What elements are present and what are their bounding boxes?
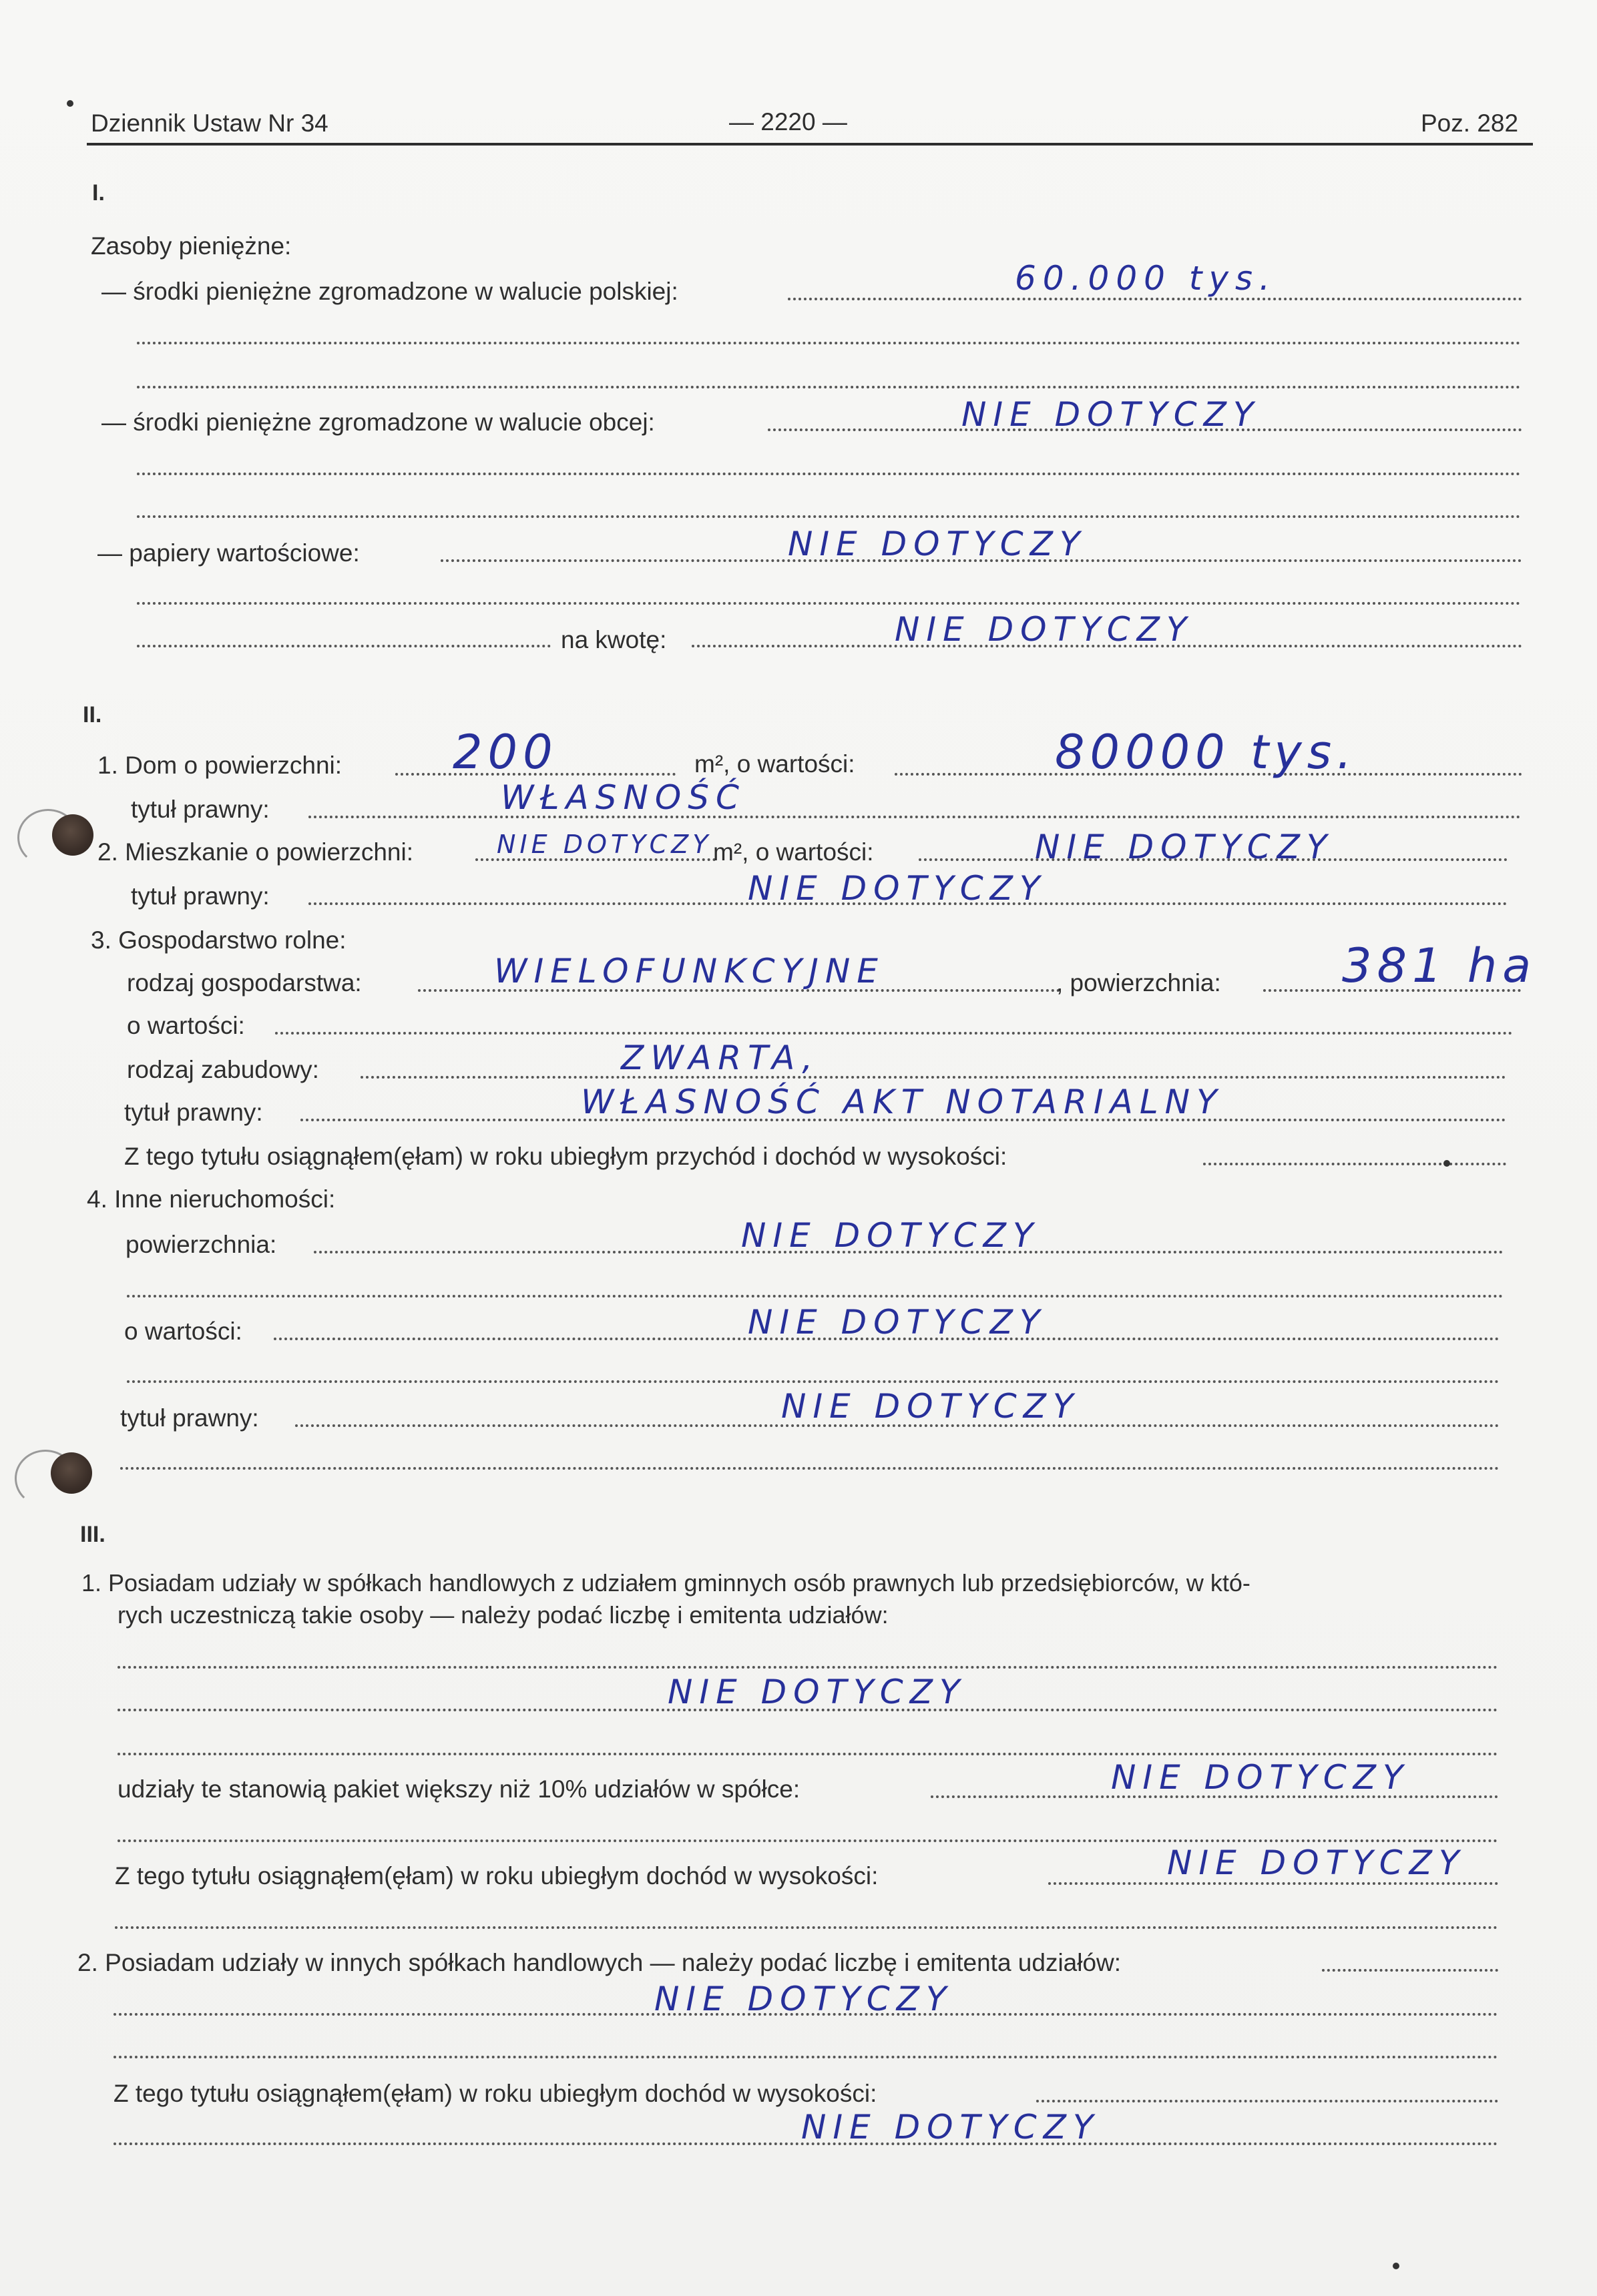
blank-line (120, 1467, 1500, 1470)
flat-title-label: tytuł prawny: (131, 882, 270, 910)
farm-area-label: , powierzchnia: (1056, 969, 1221, 996)
pln-funds-value: 60.000 tys. (1015, 259, 1277, 298)
farm-area-value: 381 ha (1342, 938, 1537, 993)
farm-value-label: o wartości: (127, 1012, 245, 1039)
house-title-line (308, 816, 1521, 818)
farm-type-label: rodzaj gospodarstwa: (127, 969, 362, 996)
income1-value: NIE DOTYCZY (1167, 1843, 1466, 1882)
blank-line (118, 1753, 1498, 1755)
flat-label: 2. Mieszkanie o powierzchni: (97, 838, 413, 866)
amount-value: NIE DOTYCZY (895, 610, 1194, 649)
foreign-funds-label: — środki pieniężne zgromadzone w walucie obcej: (101, 408, 655, 436)
punch-hole (51, 1452, 92, 1494)
house-unit-label: m², o wartości: (694, 750, 855, 778)
shares-other-value: NIE DOTYCZY (654, 1980, 953, 2018)
pln-funds-line (788, 298, 1522, 300)
journal-title: Dziennik Ustaw Nr 34 (91, 109, 328, 137)
shares-gminne-line2: rych uczestniczą takie osoby — należy podać liczbę i emitenta udziałów: (118, 1601, 889, 1629)
blank-line (127, 1295, 1504, 1298)
income2-line (1036, 2100, 1498, 2102)
house-area-value: 200 (453, 725, 558, 780)
farm-income-label: Z tego tytułu osiągnąłem(ęłam) w roku ubiegłym przychód i dochód w wysokości: (124, 1143, 1007, 1170)
punch-hole (52, 814, 93, 856)
farm-build-line (361, 1076, 1506, 1079)
flat-title-value: NIE DOTYCZY (748, 869, 1047, 908)
securities-value: NIE DOTYCZY (788, 525, 1087, 563)
section-3-heading: III. (80, 1522, 105, 1547)
other-property-label: 4. Inne nieruchomości: (87, 1185, 336, 1213)
farm-build-label: rodzaj zabudowy: (127, 1056, 319, 1083)
section-1-title: Zasoby pieniężne: (91, 232, 292, 260)
farm-income-line (1203, 1163, 1506, 1165)
income2-label: Z tego tytułu osiągnąłem(ęłam) w roku ubiegłym dochód w wysokości: (113, 2080, 877, 2107)
house-title-label: tytuł prawny: (131, 796, 270, 823)
stake-label: udziały te stanowią pakiet większy niż 10% udziałów w spółce: (118, 1775, 801, 1803)
blank-line (137, 386, 1521, 388)
blank-line (113, 2056, 1498, 2058)
farm-title-label: tytuł prawny: (124, 1099, 263, 1126)
farm-value-line (275, 1032, 1513, 1035)
other-area-value: NIE DOTYCZY (741, 1216, 1040, 1255)
amount-label: na kwotę: (561, 626, 667, 653)
income1-line (1048, 1882, 1498, 1885)
farm-title-value: WŁASNOŚĆ AKT NOTARIALNY (581, 1083, 1224, 1121)
shares-other-line (1322, 1969, 1498, 1972)
farm-label: 3. Gospodarstwo rolne: (91, 926, 347, 954)
flat-unit-label: m², o wartości: (713, 838, 874, 866)
blank-line (118, 1839, 1498, 1842)
blank-line (137, 473, 1521, 475)
other-value-label: o wartości: (124, 1318, 242, 1345)
securities-desc-line (137, 645, 551, 647)
shares-other-label: 2. Posiadam udziały w innych spółkach handlowych — należy podać liczbę i emitenta udziałów: (77, 1949, 1122, 1976)
flat-area-value: NIE DOTYCZY (497, 830, 712, 859)
blank-line (137, 342, 1521, 344)
speck (67, 100, 73, 107)
flat-value: NIE DOTYCZY (1035, 828, 1334, 866)
house-value: 80000 tys. (1055, 725, 1357, 780)
income1-label: Z tego tytułu osiągnąłem(ęłam) w roku ubiegłym dochód w wysokości: (115, 1862, 879, 1890)
farm-type-value: WIELOFUNKCYJNE (494, 952, 885, 990)
speck (1393, 2263, 1399, 2269)
shares-gminne-line1: 1. Posiadam udziały w spółkach handlowych z udziałem gminnych osób prawnych lub przedsiębiorców, w któ- (81, 1569, 1250, 1597)
other-title-label: tytuł prawny: (120, 1404, 259, 1432)
house-label: 1. Dom o powierzchni: (97, 752, 343, 779)
farm-build-value: ZWARTA, (621, 1039, 820, 1077)
stake-value: NIE DOTYCZY (1111, 1758, 1410, 1797)
speck (1443, 1160, 1450, 1167)
blank-line (137, 602, 1521, 605)
house-title-value: WŁASNOŚĆ (501, 778, 746, 817)
position-number: Poz. 282 (1421, 109, 1519, 137)
page-number: — 2220 — (729, 108, 847, 135)
shares-gminne-value: NIE DOTYCZY (668, 1673, 967, 1711)
income2-value: NIE DOTYCZY (801, 2108, 1100, 2146)
other-title-value: NIE DOTYCZY (781, 1387, 1080, 1426)
foreign-funds-value: NIE DOTYCZY (961, 395, 1261, 434)
securities-label: — papiery wartościowe: (97, 539, 360, 567)
blank-line (127, 1380, 1500, 1383)
section-2-heading: II. (83, 702, 102, 728)
pln-funds-label: — środki pieniężne zgromadzone w walucie polskiej: (101, 278, 678, 305)
section-1-heading: I. (92, 180, 105, 206)
header-rule (87, 143, 1533, 146)
blank-line (115, 1926, 1498, 1929)
blank-line (137, 515, 1521, 518)
other-value-value: NIE DOTYCZY (748, 1303, 1047, 1342)
blank-line (118, 1666, 1498, 1669)
other-area-label: powierzchnia: (126, 1231, 277, 1258)
